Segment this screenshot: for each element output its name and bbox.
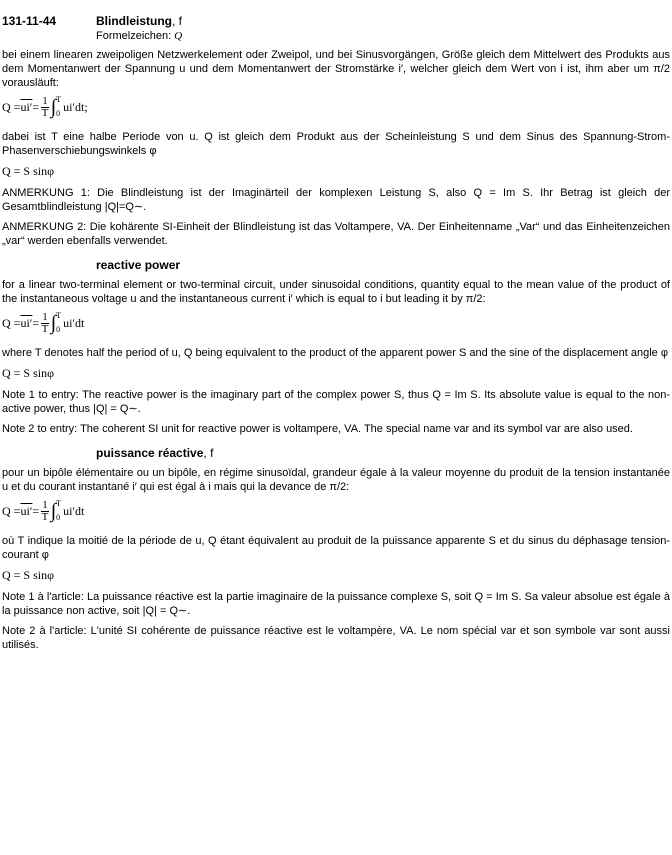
formula-en-1 (2, 306, 670, 340)
term-en: reactive power (96, 258, 181, 272)
int-lower: 0 (56, 109, 61, 118)
note-de-2: ANMERKUNG 2: Die kohärente SI-Einheit der Blindleistung ist das Voltampere, VA. Der Einheitenname „Var“ und das Einheitenzeichen „var“ werden ebenfalls verwendet. (2, 221, 670, 247)
integrand: ui′dt (63, 100, 85, 114)
definition-en: for a linear two-terminal element or two-terminal circuit, under sinusoidal conditions, quantity equal to the mean value of the product of the instantaneous voltage u and the instantaneous current i′ which is equal to i but leading it by π/2: (2, 279, 670, 305)
definition-de-2: dabei ist T eine halbe Periode von u. Q ist gleich dem Produkt aus der Scheinleistung S und dem Sinus des Spannung-Strom-Phasenverschiebungswinkels φ (2, 131, 670, 157)
definition-fr: pour un bipôle élémentaire ou un bipôle, en régime sinusoïdal, grandeur égale à la valeur moyenne du produit de la tension instantanée u et du courant instantané i′ qui est égal à i mais qui la devance de π/2: (2, 467, 670, 493)
int-upper: T (56, 95, 62, 104)
note-en-2: Note 2 to entry: The coherent SI unit for reactive power is voltampere, VA. The special name var and its symbol var are also used. (2, 423, 633, 435)
formula-en-2: Q = S sinφ (2, 366, 55, 380)
formula-fraction (41, 500, 49, 523)
formula-de-2: Q = S sinφ (2, 164, 55, 178)
entry-id: 131-11-44 (2, 14, 57, 28)
symbol-value: Q (174, 30, 183, 42)
note-fr-2: Note 2 à l'article: L'unité SI cohérente de puissance réactive est le voltampère, VA. Le nom spécial var et son symbole var sont aussi utilisés. (2, 625, 670, 651)
integrand: ui′dt (63, 504, 85, 518)
fraction-den: T (41, 106, 49, 119)
term-fr-text: puissance réactive (96, 446, 204, 460)
formula-lhs: Q = (2, 100, 21, 114)
integral-sign: ∫ (50, 500, 57, 522)
formula-eq: = (32, 504, 40, 518)
note-en-1: Note 1 to entry: The reactive power is the imaginary part of the complex power S, thus Q = Im S. Its absolute value is equal to the non-active power, thus |Q| = Q∼. (2, 389, 670, 415)
int-upper: T (56, 311, 62, 320)
document-page (2, 14, 670, 652)
note-fr-1: Note 1 à l'article: La puissance réactive est la partie imaginaire de la puissance complexe S, soit Q = Im S. Sa valeur absolue est égale à la puissance non active, soit |Q| = Q∼. (2, 591, 670, 617)
term-de (96, 14, 182, 28)
formula-mean: ui′ (20, 316, 33, 330)
integral-sign: ∫ (50, 96, 57, 118)
formula-tail: ; (84, 100, 88, 114)
formula-lhs: Q = (2, 316, 21, 330)
entry-header (2, 14, 670, 48)
integral-limits (56, 497, 61, 525)
term-de-gender: , f (172, 14, 183, 28)
term-fr (96, 446, 670, 460)
integrand: ui′dt (63, 316, 85, 330)
definition-fr-2: où T indique la moitié de la période de u, Q étant équivalent au produit de la puissance apparente S et du sinus du déphasage tension-courant φ (2, 535, 670, 561)
term-de-text: Blindleistung (96, 14, 172, 28)
definition-en-2: where T denotes half the period of u, Q being equivalent to the product of the apparent power S and the sine of the displacement angle φ (2, 347, 668, 359)
note-de-1: ANMERKUNG 1: Die Blindleistung ist der Imaginärteil der komplexen Leistung S, also Q = Im S. Ihr Betrag ist gleich der Gesamtblindleistung |Q|=Q∼. (2, 187, 670, 213)
formula-eq: = (32, 316, 40, 330)
formula-fr-1 (2, 494, 670, 528)
int-upper: T (56, 499, 62, 508)
formula-mean: ui′ (20, 100, 33, 114)
fraction-den: T (41, 510, 49, 523)
formula-eq: = (32, 100, 40, 114)
formula-fraction (41, 312, 49, 335)
term-fr-gender: , f (203, 446, 214, 460)
formula-fr-2: Q = S sinφ (2, 568, 55, 582)
fraction-den: T (41, 322, 49, 335)
fraction-num: 1 (42, 310, 48, 323)
int-lower: 0 (56, 513, 61, 522)
formula-de-1 (2, 90, 670, 124)
integral-sign: ∫ (50, 312, 57, 334)
integral-limits (56, 309, 61, 337)
formula-lhs: Q = (2, 504, 21, 518)
fraction-num: 1 (42, 498, 48, 511)
integral-limits (56, 93, 61, 121)
formula-mean: ui′ (20, 504, 33, 518)
formula-fraction (41, 96, 49, 119)
definition-de: bei einem linearen zweipoligen Netzwerkelement oder Zweipol, und bei Sinusvorgängen, Größe gleich dem Mittelwert des Produkts aus dem Momentanwert der Spannung u und dem Momentanwert der Stromstärke i′, welcher gleich dem Wert von i ist, ihm aber um π/2 vorausläuft: (2, 49, 670, 89)
symbol-line (96, 29, 182, 43)
fraction-num: 1 (42, 94, 48, 107)
int-lower: 0 (56, 325, 61, 334)
symbol-label: Formelzeichen: (96, 30, 172, 42)
